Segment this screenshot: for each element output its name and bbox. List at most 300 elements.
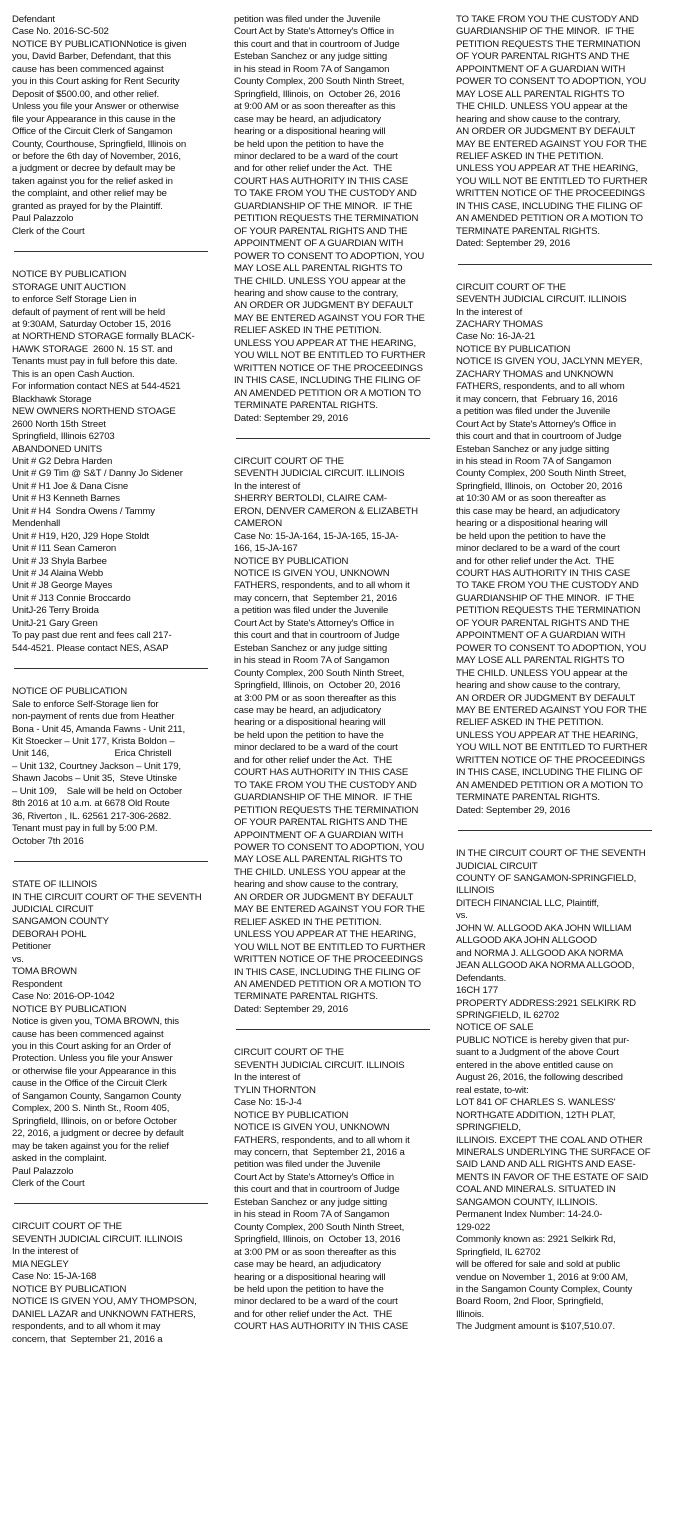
notice-line: APPOINTMENT OF A GUARDIAN WITH <box>456 63 626 75</box>
notice-line: vs. <box>456 910 468 922</box>
notice-line: a petition was filed under the Juvenile <box>234 605 389 617</box>
notice-line: case may be heard, an adjudicatory <box>234 113 381 125</box>
notice-line: IN THIS CASE, INCLUDING THE FILING OF <box>456 767 643 779</box>
notice-line: GUARDIANSHIP OF THE MINOR. IF THE <box>234 792 413 804</box>
notice-line: you in this Court asking for Rent Security <box>12 76 180 88</box>
notice-line: of Sangamon County, Sangamon County <box>12 1090 181 1102</box>
notice-divider <box>14 668 208 669</box>
notice-line: Unit # J3 Shyla Barbee <box>12 555 107 567</box>
notice-line: this court and that in courtroom of Judge <box>234 38 400 50</box>
notice-line: minor declared to be a ward of the court <box>234 1296 398 1308</box>
notice-line: TYLIN THORNTON <box>234 1084 316 1096</box>
notice-line: October 7th 2016 <box>12 835 84 847</box>
notice-line: AN ORDER OR JUDGMENT BY DEFAULT <box>456 692 636 704</box>
notice-line: DITECH FINANCIAL LLC, Plaintiff, <box>456 897 599 909</box>
notice-line: FATHERS, respondents, and to all whom it <box>234 1134 410 1146</box>
legal-notice <box>456 14 654 251</box>
legal-notice <box>234 456 432 1016</box>
notice-line: ZACHARY THOMAS <box>456 318 543 330</box>
notice-line: SEVENTH JUDICIAL CIRCUIT. ILLINOIS <box>234 1059 405 1071</box>
notice-line: PETITION REQUESTS THE TERMINATION <box>234 804 419 816</box>
notice-line: County Complex, 200 South Ninth Street, <box>234 667 405 679</box>
notice-line: in his stead in Room 7A of Sangamon <box>234 655 390 667</box>
notice-line: NOTICE IS GIVEN YOU, UNKNOWN <box>234 1122 390 1134</box>
notice-line: JEAN ALLGOOD AKA NORMA ALLGOOD, <box>456 960 635 972</box>
notice-line: JOHN W. ALLGOOD AKA JOHN WILLIAM <box>456 922 632 934</box>
notice-line: LOT 841 OF CHARLES S. WANLESS' <box>456 1097 616 1109</box>
notice-line: Sale to enforce Self-Storage lien for <box>12 698 159 710</box>
notice-line: SPRINGFIELD, IL 62702 <box>456 1009 560 1021</box>
notice-line: In the interest of <box>456 306 523 318</box>
notice-line: IN THIS CASE, INCLUDING THE FILING OF <box>234 375 421 387</box>
notice-line: ERON, DENVER CAMERON & ELIZABETH <box>234 505 418 517</box>
notice-line: APPOINTMENT OF A GUARDIAN WITH <box>234 829 404 841</box>
notice-line: Defendant <box>12 14 55 25</box>
notice-line: – Unit 109, Sale will be held on October <box>12 785 183 797</box>
notice-line: STATE OF ILLINOIS <box>12 879 98 891</box>
notice-line: IN THE CIRCUIT COURT OF THE SEVENTH <box>12 891 202 903</box>
notice-line: TO TAKE FROM YOU THE CUSTODY AND <box>456 14 639 25</box>
notice-line: cause in the Office of the Circuit Clerk <box>12 1078 167 1090</box>
notice-line: may concern, that September 21, 2016 a <box>234 1146 405 1158</box>
notice-line: TERMINATE PARENTAL RIGHTS. <box>234 991 378 1003</box>
notice-line: ILLINOIS. EXCEPT THE COAL AND OTHER <box>456 1134 643 1146</box>
notice-line: minor declared to be a ward of the court <box>456 543 620 555</box>
notice-line: this court and that in courtroom of Judge <box>456 431 622 443</box>
notice-line: Complex, 200 S. Ninth St., Room 405, <box>12 1103 170 1115</box>
notice-line: HAWK STORAGE 2600 N. 15 ST. and <box>12 343 173 355</box>
notice-line: YOU WILL NOT BE ENTITLED TO FURTHER <box>234 941 426 953</box>
notice-line: SAID LAND AND ALL RIGHTS AND EASE- <box>456 1159 636 1171</box>
notice-line: IN THIS CASE, INCLUDING THE FILING OF <box>456 200 643 212</box>
notice-line: be held upon the petition to have the <box>456 530 606 542</box>
notice-line: NORTHGATE ADDITION, 12TH PLAT, <box>456 1109 616 1121</box>
notice-line: hearing and show cause to the contrary, <box>234 879 399 891</box>
notice-line: taken against you for the relief asked in <box>12 175 173 187</box>
notice-line: Case No. 2016-SC-502 <box>12 26 109 38</box>
notice-line: non-payment of rents due from Heather <box>12 711 175 723</box>
notice-line: JUDICIAL CIRCUIT <box>12 904 94 915</box>
notice-line: 166, 15-JA-167 <box>234 543 298 555</box>
notice-line: TO TAKE FROM YOU THE CUSTODY AND <box>234 779 417 791</box>
legal-notice <box>456 282 654 817</box>
notice-line: you in this Court asking for an Order of <box>12 1040 171 1052</box>
notice-line: 22, 2016, a judgment or decree by default <box>12 1128 184 1140</box>
notice-line: Dated: September 29, 2016 <box>456 238 571 250</box>
notice-line: petition was filed under the Juvenile <box>234 1159 381 1171</box>
notice-line: COAL AND MINERALS. SITUATED IN <box>456 1184 616 1196</box>
notice-line: NOTICE IS GIVEN YOU, AMY THOMPSON, <box>12 1296 197 1308</box>
legal-notice <box>456 848 654 1334</box>
notice-line: MAY BE ENTERED AGAINST YOU FOR THE <box>234 904 425 916</box>
notice-line: Esteban Sanchez or any judge sitting <box>234 51 388 63</box>
notice-line: 8th 2016 at 10 a.m. at 6678 Old Route <box>12 798 170 810</box>
notice-line: Unit # H4 Sondra Owens / Tammy <box>12 505 155 517</box>
notice-line: ALLGOOD AKA JOHN ALLGOOD <box>456 935 597 947</box>
notice-line: cause has been commenced against <box>12 63 164 75</box>
notice-line: granted as prayed for by the Plaintiff. <box>12 200 163 212</box>
notice-line: YOU WILL NOT BE ENTITLED TO FURTHER <box>234 350 426 362</box>
notice-line: and for other relief under the Act. THE <box>234 754 393 766</box>
notice-line: case may be heard, an adjudicatory <box>234 705 381 717</box>
notice-line: Tenant must pay in full by 5:00 P.M. <box>12 823 158 835</box>
notice-line: Shawn Jacobs – Unit 35, Steve Utinske <box>12 773 177 785</box>
notice-line: Clerk of the Court <box>12 225 85 237</box>
notice-line: GUARDIANSHIP OF THE MINOR. IF THE <box>234 200 413 212</box>
notice-line: NOTICE IS GIVEN YOU, JACLYNN MEYER, <box>456 356 643 368</box>
notice-line: County Complex, 200 South Ninth Street, <box>234 76 405 88</box>
notice-line: CAMERON <box>234 518 282 530</box>
notice-line: Court Act by State's Attorney's Office in <box>234 617 394 629</box>
notice-line: Springfield, Illinois 62703 <box>12 431 115 443</box>
notice-line: TERMINATE PARENTAL RIGHTS. <box>456 792 600 804</box>
notice-line: MAY LOSE ALL PARENTAL RIGHTS TO <box>234 854 403 866</box>
notice-line: POWER TO CONSENT TO ADOPTION, YOU <box>456 642 647 654</box>
notice-line: MAY BE ENTERED AGAINST YOU FOR THE <box>456 705 647 717</box>
notice-line: RELIEF ASKED IN THE PETITION. <box>456 150 604 162</box>
notice-line: 16CH 177 <box>456 985 499 997</box>
notice-line: GUARDIANSHIP OF THE MINOR. IF THE <box>456 26 635 38</box>
notice-line: and NORMA J. ALLGOOD AKA NORMA <box>456 947 624 959</box>
notice-line: hearing and show cause to the contrary, <box>234 287 399 299</box>
notice-line: WRITTEN NOTICE OF THE PROCEEDINGS <box>456 188 645 200</box>
notice-line: OF YOUR PARENTAL RIGHTS AND THE <box>234 817 408 829</box>
notice-line: IN THIS CASE, INCLUDING THE FILING OF <box>234 966 421 978</box>
notice-line: 2600 North 15th Street <box>12 418 106 430</box>
notice-line: PETITION REQUESTS THE TERMINATION <box>456 605 641 617</box>
notice-line: Defendants. <box>456 972 507 984</box>
notice-line: Paul Palazzolo <box>12 213 74 225</box>
notice-line: or before the 6th day of November, 2016, <box>12 150 181 162</box>
notice-line: Unit # G9 Tim @ S&T / Danny Jo Sidener <box>12 468 183 480</box>
notice-line: Esteban Sanchez or any judge sitting <box>456 443 610 455</box>
notice-line: SANGAMON COUNTY <box>12 916 109 928</box>
notice-line: or otherwise file your Appearance in this <box>12 1065 176 1077</box>
notice-line: vs. <box>12 953 24 965</box>
notice-line: NOTICE OF SALE <box>456 1022 534 1034</box>
notice-line: MAY LOSE ALL PARENTAL RIGHTS TO <box>456 88 625 100</box>
notice-line: COURT HAS AUTHORITY IN THIS CASE <box>234 175 409 187</box>
notice-line: FATHERS, respondents, and to all whom <box>456 381 625 393</box>
notice-line: Unit # G2 Debra Harden <box>12 455 113 467</box>
notice-line: Unit # J4 Alaina Webb <box>12 568 104 580</box>
notice-line: Unit # H19, H20, J29 Hope Stoldt <box>12 530 150 542</box>
legal-notice <box>12 1221 210 1346</box>
notice-line: Illinois. <box>456 1308 484 1320</box>
notice-line: Court Act by State's Attorney's Office in <box>456 418 616 430</box>
notice-line: this case may be heard, an adjudicatory <box>456 505 620 517</box>
notice-line: AN AMENDED PETITION OR A MOTION TO <box>456 213 643 225</box>
notice-line: In the interest of <box>234 1072 301 1084</box>
notice-line: UNLESS YOU APPEAR AT THE HEARING, <box>234 337 417 349</box>
notice-line: hearing or a dispositional hearing will <box>234 1271 386 1283</box>
notice-line: Mendenhall <box>12 518 61 530</box>
notice-line: MAY BE ENTERED AGAINST YOU FOR THE <box>456 138 647 150</box>
notice-line: Case No: 16-JA-21 <box>456 331 536 343</box>
notice-line: hearing or a dispositional hearing will <box>456 518 608 530</box>
notice-line: UNLESS YOU APPEAR AT THE HEARING, <box>456 163 639 175</box>
notice-line: CIRCUIT COURT OF THE <box>12 1221 122 1233</box>
notice-line: In the interest of <box>234 480 301 492</box>
notice-line: RELIEF ASKED IN THE PETITION. <box>234 325 382 337</box>
notice-line: Permanent Index Number: 14-24.0- <box>456 1209 603 1221</box>
notice-line: MINERALS UNDERLYING THE SURFACE OF <box>456 1146 651 1158</box>
notice-line: Dated: September 29, 2016 <box>234 1003 349 1015</box>
notice-line: AN AMENDED PETITION OR A MOTION TO <box>234 387 421 399</box>
legal-notice <box>12 879 210 1190</box>
notice-line: WRITTEN NOTICE OF THE PROCEEDINGS <box>456 754 645 766</box>
notice-line: GUARDIANSHIP OF THE MINOR. IF THE <box>456 592 635 604</box>
notice-line: County Complex, 200 South Ninth Street, <box>456 468 627 480</box>
notice-line: at 9:00 AM or as soon thereafter as this <box>234 101 396 113</box>
notice-line: and for other relief under the Act. THE <box>456 555 615 567</box>
notice-line: Unit # J13 Connie Broccardo <box>12 592 131 604</box>
notice-line: may concern, that September 21, 2016 <box>234 592 397 604</box>
notice-line: and for other relief under the Act. THE <box>234 1308 393 1320</box>
notice-line: THE CHILD. UNLESS YOU appear at the <box>234 866 406 878</box>
notice-line: UnitJ-21 Gary Green <box>12 617 98 629</box>
notice-line: NOTICE BY PUBLICATION <box>234 1109 349 1121</box>
notice-line: be held upon the petition to have the <box>234 729 384 741</box>
notice-line: TO TAKE FROM YOU THE CUSTODY AND <box>456 580 639 592</box>
notice-line: hearing or a dispositional hearing will <box>234 717 386 729</box>
notice-line: it may concern, that February 16, 2016 <box>456 393 618 405</box>
notice-line: will be offered for sale and sold at public <box>456 1259 621 1271</box>
notice-line: Bona - Unit 45, Amanda Fawns - Unit 211, <box>12 723 185 735</box>
notice-line: be held upon the petition to have the <box>234 1283 384 1295</box>
notice-line: COUNTY OF SANGAMON-SPRINGFIELD, <box>456 873 637 884</box>
notice-line: TO TAKE FROM YOU THE CUSTODY AND <box>234 188 417 200</box>
notice-line: AN AMENDED PETITION OR A MOTION TO <box>456 779 643 791</box>
notice-line: TERMINATE PARENTAL RIGHTS. <box>234 400 378 412</box>
notice-line: This is an open Cash Auction. <box>12 368 135 380</box>
notice-line: respondents, and to all whom it may <box>12 1321 161 1333</box>
notice-line: at 3:00 PM or as soon thereafter as this <box>234 692 396 704</box>
notice-line: and for other relief under the Act. THE <box>234 163 393 175</box>
notice-line: NOTICE BY PUBLICATION <box>12 1283 127 1295</box>
notice-line: Unit # H1 Joe & Dana Cisne <box>12 480 129 492</box>
notice-line: NOTICE BY PUBLICATION <box>456 343 571 355</box>
notice-line: Tenants must pay in full before this date. <box>12 356 178 368</box>
notice-line: RELIEF ASKED IN THE PETITION. <box>456 717 604 729</box>
notice-line: NOTICE OF PUBLICATION <box>12 686 128 698</box>
notice-line: PROPERTY ADDRESS:2921 SELKIRK RD <box>456 997 636 1009</box>
notice-line: CIRCUIT COURT OF THE <box>234 1047 344 1059</box>
notice-line: Case No: 15-J-4 <box>234 1097 302 1109</box>
notice-line: MAY LOSE ALL PARENTAL RIGHTS TO <box>456 655 625 667</box>
notice-line: AN ORDER OR JUDGMENT BY DEFAULT <box>234 891 414 903</box>
notice-line: in his stead in Room 7A of Sangamon <box>456 455 612 467</box>
notice-line: Springfield, Illinois, on October 20, 2016 <box>456 480 623 492</box>
notice-line: WRITTEN NOTICE OF THE PROCEEDINGS <box>234 954 423 966</box>
notice-line: COURT HAS AUTHORITY IN THIS CASE <box>456 568 631 580</box>
notice-line: TERMINATE PARENTAL RIGHTS. <box>456 225 600 237</box>
notice-line: August 26, 2016, the following described <box>456 1072 623 1084</box>
notice-line: OF YOUR PARENTAL RIGHTS AND THE <box>234 225 408 237</box>
notice-line: Case No: 15-JA-168 <box>12 1271 97 1283</box>
notice-line: THE CHILD. UNLESS YOU appear at the <box>456 101 628 113</box>
notice-line: RELIEF ASKED IN THE PETITION. <box>234 916 382 928</box>
notice-line: Clerk of the Court <box>12 1177 85 1189</box>
notice-line: SANGAMON COUNTY, ILLINOIS. <box>456 1196 598 1208</box>
notice-line: at 3:00 PM or as soon thereafter as this <box>234 1246 396 1258</box>
notice-line: concern, that September 21, 2016 a <box>12 1333 163 1345</box>
notice-line: – Unit 132, Courtney Jackson – Unit 179, <box>12 760 181 772</box>
notice-line: 544-4521. Please contact NES, ASAP <box>12 642 169 654</box>
notice-line: County Complex, 200 South Ninth Street, <box>234 1221 405 1233</box>
notice-line: UNLESS YOU APPEAR AT THE HEARING, <box>234 929 417 941</box>
notice-line: Deposit of $500.00, and other relief. <box>12 88 159 100</box>
notice-line: default of payment of rent will be held <box>12 306 166 318</box>
notice-line: WRITTEN NOTICE OF THE PROCEEDINGS <box>234 362 423 374</box>
notice-line: at NORTHEND STORAGE formally BLACK- <box>12 331 195 343</box>
notice-line: at 9:30AM, Saturday October 15, 2016 <box>12 318 171 330</box>
notice-line: SPRINGFIELD, <box>456 1122 521 1134</box>
notice-line: YOU WILL NOT BE ENTITLED TO FURTHER <box>456 742 648 754</box>
notice-line: NEW OWNERS NORTHEND STOAGE <box>12 406 176 418</box>
notice-line: NOTICE BY PUBLICATION <box>234 555 349 567</box>
notice-line: AN ORDER OR JUDGMENT BY DEFAULT <box>234 300 414 312</box>
notice-divider <box>14 251 208 252</box>
notice-line: Petitioner <box>12 941 52 953</box>
notice-line: SEVENTH JUDICIAL CIRCUIT. ILLINOIS <box>234 468 405 480</box>
notice-line: DANIEL LAZAR and UNKNOWN FATHERS, <box>12 1308 196 1320</box>
notice-line: Case No: 15-JA-164, 15-JA-165, 15-JA- <box>234 530 399 542</box>
notice-divider <box>458 830 652 831</box>
notice-line: APPOINTMENT OF A GUARDIAN WITH <box>456 630 626 642</box>
notice-line: cause has been commenced against <box>12 1028 164 1040</box>
notice-line: you, David Barber, Defendant, that this <box>12 51 171 63</box>
notice-divider <box>14 861 208 862</box>
notice-line: The Judgment amount is $107,510.07. <box>456 1321 616 1333</box>
notice-line: AN AMENDED PETITION OR A MOTION TO <box>234 978 421 990</box>
notice-line: ILLINOIS <box>456 885 495 897</box>
legal-notice <box>12 686 210 848</box>
notice-line: SEVENTH JUDICIAL CIRCUIT. ILLINOIS <box>456 294 627 306</box>
column-middle <box>234 14 432 1536</box>
notice-line: file your Appearance in this cause in the <box>12 113 176 125</box>
notice-line: MAY BE ENTERED AGAINST YOU FOR THE <box>234 312 425 324</box>
notice-line: to enforce Self Storage Lien in <box>12 294 137 306</box>
notice-line: MIA NEGLEY <box>12 1258 69 1270</box>
legal-notice <box>234 14 432 425</box>
notice-line: 36, Riverton , IL. 62561 217-306-2682. <box>12 810 172 822</box>
notice-line: THE CHILD. UNLESS YOU appear at the <box>456 667 628 679</box>
notice-line: case may be heard, an adjudicatory <box>234 1259 381 1271</box>
notice-line: Unit # I11 Sean Cameron <box>12 543 117 555</box>
notice-line: YOU WILL NOT BE ENTITLED TO FURTHER <box>456 175 648 187</box>
notice-line: Notice is given you, TOMA BROWN, this <box>12 1016 179 1028</box>
notice-line: OF YOUR PARENTAL RIGHTS AND THE <box>456 617 630 629</box>
notice-line: be held upon the petition to have the <box>234 138 384 150</box>
notice-line: DEBORAH POHL <box>12 928 87 940</box>
notice-line: UNLESS YOU APPEAR AT THE HEARING, <box>456 729 639 741</box>
notice-line: minor declared to be a ward of the court <box>234 150 398 162</box>
legal-notice <box>234 1047 432 1333</box>
notice-line: COURT HAS AUTHORITY IN THIS CASE <box>234 1321 409 1333</box>
notice-line: minor declared to be a ward of the court <box>234 742 398 754</box>
notice-line: asked in the complaint. <box>12 1153 107 1165</box>
notice-line: Unless you file your Answer or otherwise <box>12 101 179 113</box>
notice-line: Court Act by State's Attorney's Office in <box>234 1171 394 1183</box>
notice-line: SHERRY BERTOLDI, CLAIRE CAM- <box>234 493 387 505</box>
notice-line: this court and that in courtroom of Judge <box>234 630 400 642</box>
notice-line: IN THE CIRCUIT COURT OF THE SEVENTH <box>456 848 646 860</box>
notice-line: In the interest of <box>12 1246 79 1258</box>
notice-line: SEVENTH JUDICIAL CIRCUIT. ILLINOIS <box>12 1233 183 1245</box>
notice-line: PETITION REQUESTS THE TERMINATION <box>456 38 641 50</box>
notice-line: ABANDONED UNITS <box>12 443 102 455</box>
notice-line: petition was filed under the Juvenile <box>234 14 381 25</box>
notice-line: hearing or a dispositional hearing will <box>234 126 386 138</box>
column-left <box>12 14 210 1536</box>
notice-line: APPOINTMENT OF A GUARDIAN WITH <box>234 238 404 250</box>
notice-line: may be taken against you for the relief <box>12 1140 169 1152</box>
column-right <box>456 14 654 1536</box>
notice-line: Dated: September 29, 2016 <box>234 412 349 424</box>
notice-line: Case No: 2016-OP-1042 <box>12 991 115 1003</box>
notice-line: NOTICE BY PUBLICATIONNotice is given <box>12 38 187 50</box>
notice-line: this court and that in courtroom of Judge <box>234 1184 400 1196</box>
notice-line: the complaint, and other relief may be <box>12 188 167 200</box>
notice-line: Court Act by State's Attorney's Office in <box>234 26 394 38</box>
notice-line: hearing and show cause to the contrary, <box>456 680 621 692</box>
notice-line: MAY LOSE ALL PARENTAL RIGHTS TO <box>234 263 403 275</box>
notice-line: Paul Palazzolo <box>12 1165 74 1177</box>
notice-line: For information contact NES at 544-4521 <box>12 381 181 393</box>
notice-line: THE CHILD. UNLESS YOU appear at the <box>234 275 406 287</box>
notice-line: Kit Stoecker – Unit 177, Krista Boldon – <box>12 736 175 748</box>
notice-line: CIRCUIT COURT OF THE <box>456 281 566 293</box>
notice-line: Protection. Unless you file your Answer <box>12 1053 173 1065</box>
notice-line: suant to a Judgment of the above Court <box>456 1047 619 1059</box>
notice-line: TOMA BROWN <box>12 966 77 978</box>
notice-line: NOTICE BY PUBLICATION <box>12 269 127 281</box>
notice-line: POWER TO CONSENT TO ADOPTION, YOU <box>234 250 425 262</box>
notice-line: Esteban Sanchez or any judge sitting <box>234 642 388 654</box>
notice-line: Unit # J8 George Mayes <box>12 580 113 592</box>
notice-line: ZACHARY THOMAS and UNKNOWN <box>456 368 614 380</box>
notice-divider <box>458 264 652 265</box>
notice-line: real estate, to-wit: <box>456 1084 529 1096</box>
notice-line: 129-022 <box>456 1221 491 1233</box>
notice-line: a judgment or decree by default may be <box>12 163 176 175</box>
notice-line: vendue on November 1, 2016 at 9:00 AM, <box>456 1271 628 1283</box>
notice-line: County, Courthouse, Springfield, Illinois on <box>12 138 187 150</box>
notice-divider <box>236 438 430 439</box>
notice-line: a petition was filed under the Juvenile <box>456 406 611 418</box>
notice-line: STORAGE UNIT AUCTION <box>12 281 126 293</box>
notice-line: To pay past due rent and fees call 217- <box>12 630 172 642</box>
notice-line: POWER TO CONSENT TO ADOPTION, YOU <box>456 76 647 88</box>
notice-line: Springfield, Illinois, on October 26, 2016 <box>234 88 401 100</box>
notice-line: FATHERS, respondents, and to all whom it <box>234 580 410 592</box>
notice-line: Board Room, 2nd Floor, Springfield, <box>456 1296 604 1308</box>
notice-line: OF YOUR PARENTAL RIGHTS AND THE <box>456 51 630 63</box>
notice-line: Dated: September 29, 2016 <box>456 804 571 816</box>
notice-divider <box>14 1203 208 1204</box>
notice-line: MENTS IN FAVOR OF THE ESTATE OF SAID <box>456 1171 649 1183</box>
notice-line: POWER TO CONSENT TO ADOPTION, YOU <box>234 842 425 853</box>
notice-line: Springfield, Illinois, on October 20, 2016 <box>234 680 401 692</box>
notice-line: Respondent <box>12 978 63 990</box>
notice-line: Unit # H3 Kenneth Barnes <box>12 493 120 505</box>
notice-line: Esteban Sanchez or any judge sitting <box>234 1196 388 1208</box>
notice-line: PUBLIC NOTICE is hereby given that pur- <box>456 1034 630 1046</box>
notice-line: Office of the Circuit Clerk of Sangamon <box>12 126 173 138</box>
notice-line: Blackhawk Storage <box>12 393 92 405</box>
notice-divider <box>236 1029 430 1030</box>
